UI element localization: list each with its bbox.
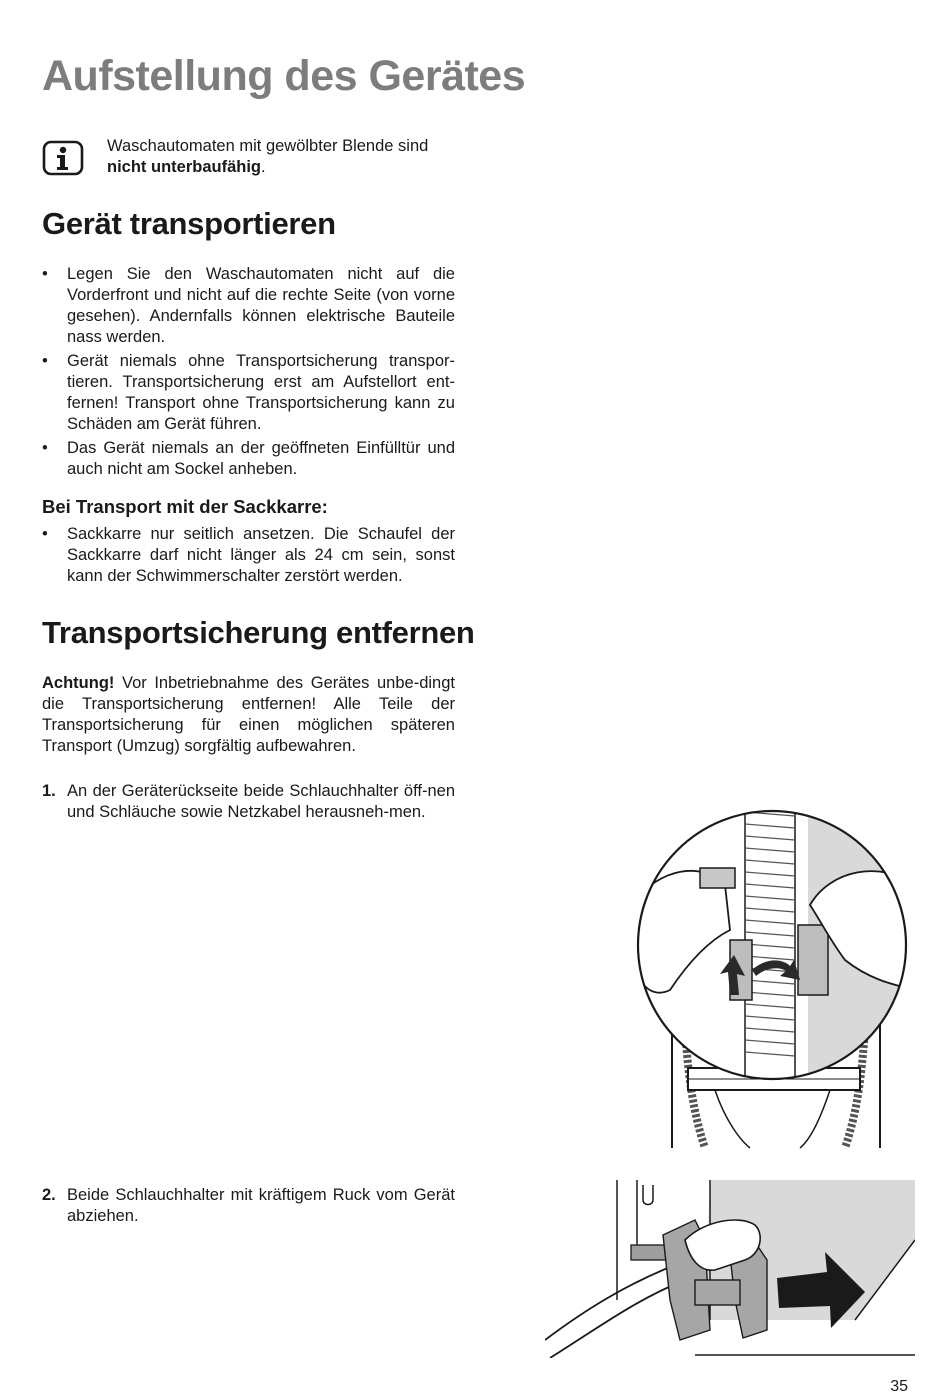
list-item bbox=[42, 351, 455, 435]
list-item-text: Das Gerät niemals an der geöffneten Einfülltür und auch nicht am Sockel anheben. bbox=[67, 439, 455, 478]
list-item-text: Sackkarre nur seitlich ansetzen. Die Schaufel der Sackkarre darf nicht länger als 24 cm sein, sonst kann der Schwimmerschalter zerstört werden. bbox=[67, 525, 455, 585]
step-2 bbox=[42, 1185, 455, 1227]
bullet: • bbox=[42, 352, 48, 370]
warning-text: Vor Inbetriebnahme des Gerätes unbe-dingt die Transportsicherung entfernen! Alle Teile der Transportsicherung für einen möglichen späteren Transport (Umzug) sorgfältig aufbewahren. bbox=[42, 674, 455, 755]
step-number: 2. bbox=[42, 1186, 56, 1204]
transport-list bbox=[42, 264, 455, 483]
bullet: • bbox=[42, 525, 48, 543]
list-item bbox=[42, 264, 455, 348]
info-note-text: Waschautomaten mit gewölbter Blende sind bbox=[107, 137, 429, 155]
hose-holder-illustration bbox=[630, 790, 915, 1150]
bullet: • bbox=[42, 439, 48, 457]
warning-label: Achtung! bbox=[42, 674, 115, 692]
step-number: 1. bbox=[42, 782, 56, 800]
step-text: Beide Schlauchhalter mit kräftigem Ruck vom Gerät abziehen. bbox=[67, 1186, 455, 1225]
list-item bbox=[42, 524, 455, 587]
info-note-bold: nicht unterbaufähig bbox=[107, 158, 261, 176]
heading-transport: Gerät transportieren bbox=[42, 206, 336, 241]
info-note bbox=[107, 136, 457, 178]
sackkarre-list bbox=[42, 524, 455, 590]
info-note-end: . bbox=[261, 158, 266, 176]
page-number: 35 bbox=[890, 1378, 908, 1395]
info-icon bbox=[42, 140, 84, 176]
step-1 bbox=[42, 781, 455, 823]
bullet: • bbox=[42, 265, 48, 283]
list-item bbox=[42, 438, 455, 480]
step-text: An der Geräterückseite beide Schlauchhalter öff-nen und Schläuche sowie Netzkabel herausneh-men. bbox=[67, 782, 455, 821]
warning-paragraph bbox=[42, 673, 455, 757]
list-item-text: Legen Sie den Waschautomaten nicht auf die Vorderfront und nicht auf die rechte Seite (von vorne gesehen). Andernfalls können elektrische Bauteile nass werden. bbox=[67, 265, 455, 346]
page-title: Aufstellung des Gerätes bbox=[42, 52, 526, 100]
subheading-sackkarre: Bei Transport mit der Sackkarre: bbox=[42, 496, 328, 517]
heading-remove: Transportsicherung entfernen bbox=[42, 615, 475, 650]
list-item-text: Gerät niemals ohne Transportsicherung transpor-tieren. Transportsicherung erst am Aufstellort ent-fernen! Transport ohne Transportsicherung kann zu Schäden am Gerät führen. bbox=[67, 352, 455, 433]
pull-off-illustration bbox=[545, 1180, 915, 1358]
